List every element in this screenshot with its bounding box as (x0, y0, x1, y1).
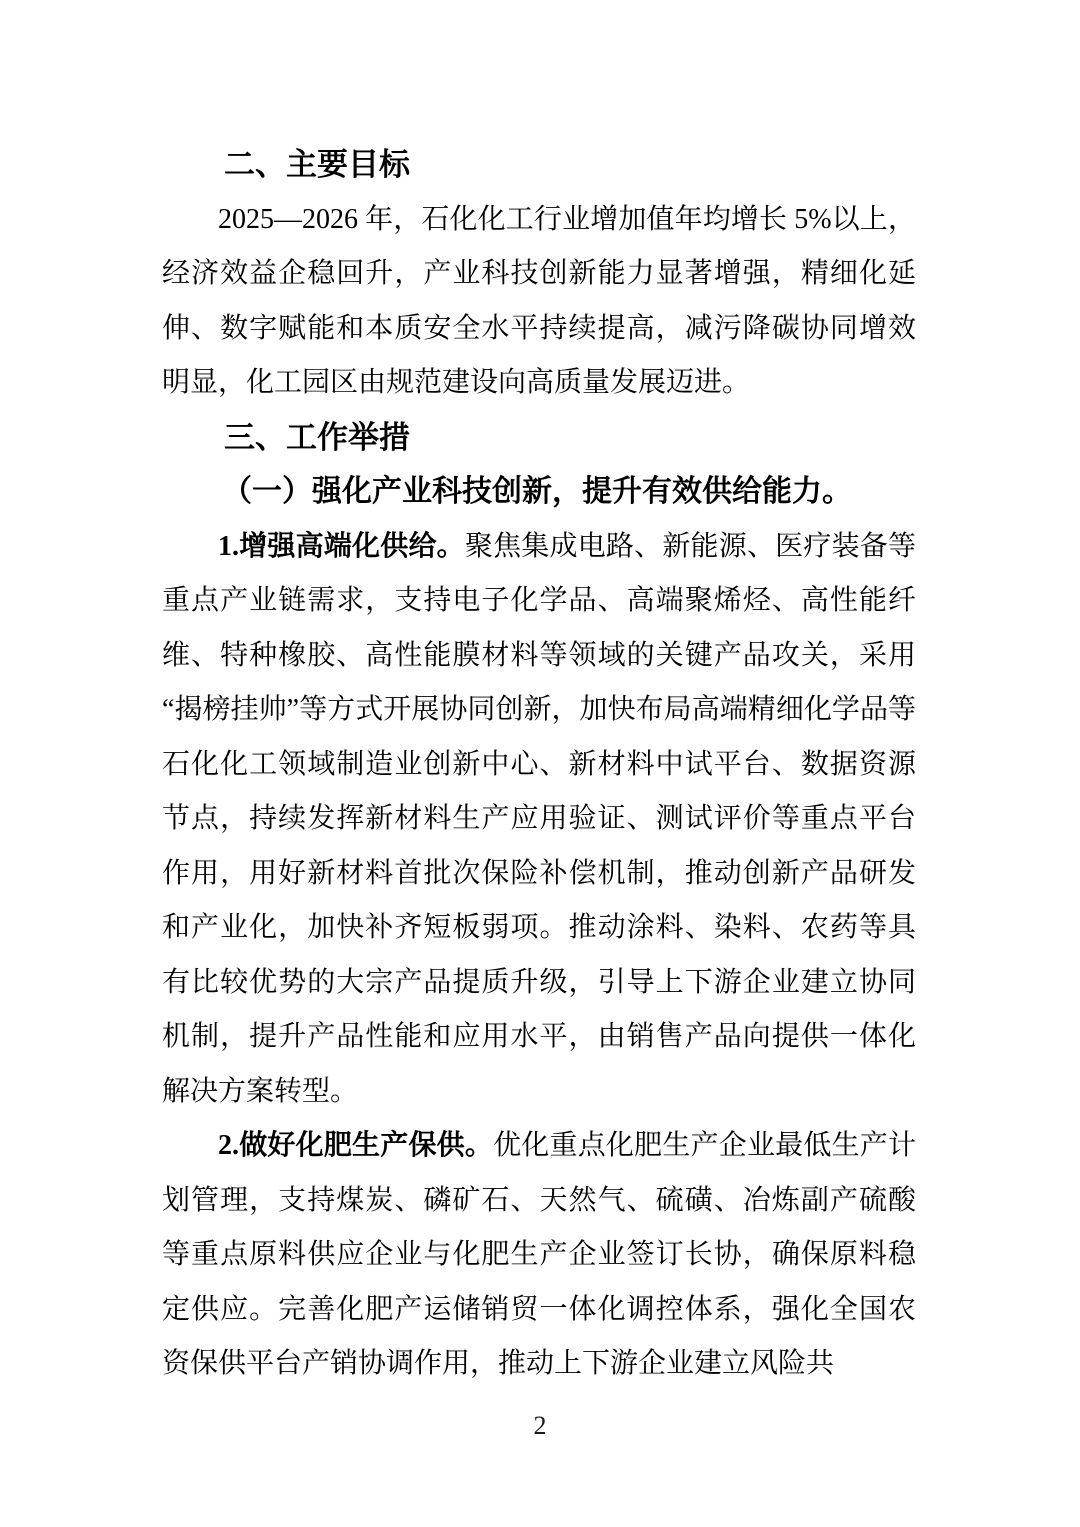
paragraph-main-goals: 2025—2026 年，石化化工行业增加值年均增长 5%以上，经济效益企稳回升，产业科技创新能力显著增强，精细化延伸、数字赋能和本质安全水平持续提高，减污降碳协同增效明显，化工园区由规范建设向高质量发展迈进。 (162, 203, 916, 398)
section-heading-main-goals: 二、主要目标 (224, 147, 410, 182)
item-1-body: 聚焦集成电路、新能源、医疗装备等重点产业链需求，支持电子化学品、高端聚烯烃、高性能纤维、特种橡胶、高性能膜材料等领域的关键产品攻关，采用“揭榜挂帅”等方式开展协同创新，加快布局高端精细化学品等石化化工领域制造业创新中心、新材料中试平台、数据资源节点，持续发挥新材料生产应用验证、测试评价等重点平台作用，用好新材料首批次保险补偿机制，推动创新产品研发和产业化，加快补齐短板弱项。推动涂料、染料、农药等具有比较优势的大宗产品提质升级，引导上下游企业建立协同机制，提升产品性能和应用水平，由销售产品向提供一体化解决方案转型。 (162, 530, 916, 1107)
item-2-body: 优化重点化肥生产企业最低生产计划管理，支持煤炭、磷矿石、天然气、硫磺、冶炼副产硫酸等重点原料供应企业与化肥生产企业签订长协，确保原料稳定供应。完善化肥产运储销贸一体化调控体系，强化全国农资保供平台产销协调作用，推动上下游企业建立风险共 (162, 1130, 916, 1379)
document-body (162, 138, 916, 1392)
page-number: 2 (533, 1411, 547, 1440)
section-heading-work-measures: 三、工作举措 (224, 419, 410, 455)
paragraph-item-1 (162, 520, 916, 1120)
item-2-lead: 2.做好化肥生产保供。 (218, 1130, 494, 1161)
paragraph-item-2 (162, 1119, 916, 1392)
subsection-heading-tech-innovation: （一）强化产业科技创新，提升有效供给能力。 (222, 475, 852, 508)
item-1-lead: 1.增强高端化供给。 (218, 530, 465, 562)
